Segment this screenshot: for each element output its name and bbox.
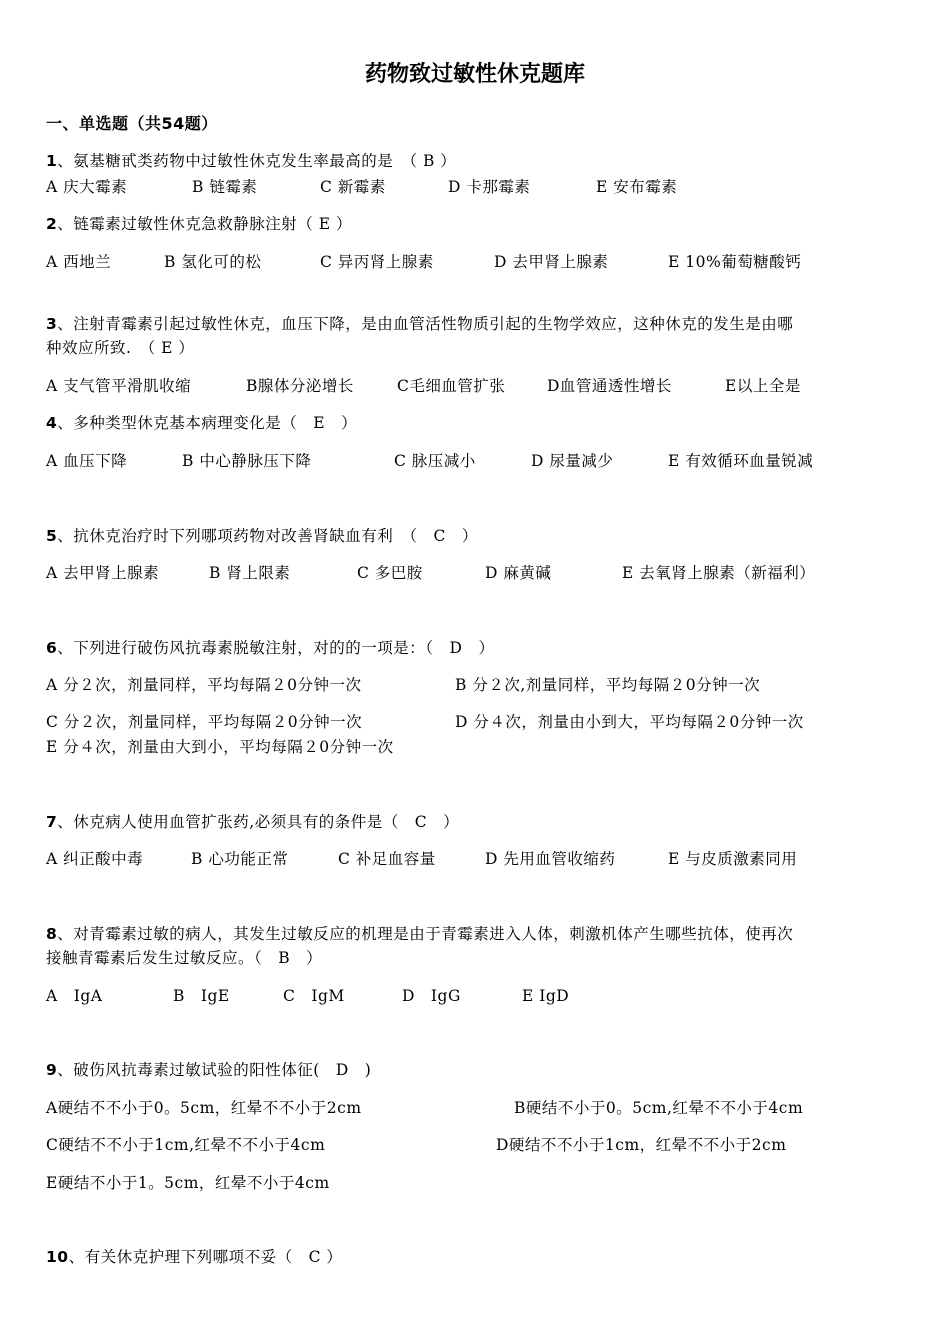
option-c: C硬结不不小于1cm,红晕不不小于4cm [46, 1136, 326, 1154]
option-d: D 分４次，剂量由小到大，平均每隔２0分钟一次 [455, 713, 804, 731]
option-e: E IgD [522, 987, 570, 1005]
option-d: D 先用血管收缩药 [485, 850, 616, 868]
option-a: A 纠正酸中毒 [46, 850, 144, 868]
option-e: E 分４次，剂量由大到小，平均每隔２0分钟一次 [46, 738, 394, 756]
option-a: A 庆大霉素 [46, 178, 128, 196]
option-d: D 尿量减少 [531, 452, 614, 470]
option-c: C 脉压减小 [394, 452, 476, 470]
question-number: 4 [46, 414, 58, 432]
option-c: C 异丙肾上腺素 [320, 253, 434, 271]
question-text: 、休克病人使用血管扩张药,必须具有的条件是（ C ） [57, 813, 460, 831]
option-e: E 与皮质激素同用 [668, 850, 798, 868]
option-b: B IgE [173, 987, 230, 1005]
question-number: 7 [46, 813, 58, 831]
question-number: 5 [46, 527, 58, 545]
option-c: C IgM [283, 987, 345, 1005]
question-number: 10 [46, 1248, 69, 1266]
option-d: D 去甲肾上腺素 [494, 253, 609, 271]
option-a: A IgA [46, 987, 103, 1005]
option-d: D 卡那霉素 [448, 178, 531, 196]
question-text: 、下列进行破伤风抗毒素脱敏注射，对的的一项是：（ D ） [57, 639, 495, 657]
option-a: A硬结不不小于0。5cm，红晕不不小于2cm [46, 1099, 362, 1117]
option-e: E 安布霉素 [596, 178, 678, 196]
question-4 [46, 413, 357, 433]
option-a: A 支气管平滑肌收缩 [46, 377, 192, 395]
question-text: 、破伤风抗毒素过敏试验的阳性体征( D ) [57, 1061, 372, 1079]
question-6 [46, 638, 494, 658]
question-text: 、有关休克护理下列哪项不妥（ C ） [68, 1248, 343, 1266]
option-d: D硬结不不小于1cm，红晕不不小于2cm [496, 1136, 787, 1154]
option-b: B 心功能正常 [191, 850, 289, 868]
question-text: 、氨基糖甙类药物中过敏性休克发生率最高的是 （ B ） [57, 152, 457, 170]
option-c: C 新霉素 [320, 178, 386, 196]
question-3 [46, 314, 793, 334]
option-d: D 麻黄碱 [485, 564, 552, 582]
question-5 [46, 526, 478, 546]
question-number: 1 [46, 152, 58, 170]
option-b: B 肾上限素 [209, 564, 291, 582]
question-number: 2 [46, 215, 58, 233]
question-3-continued: 种效应所致. （ E ） [46, 339, 195, 357]
option-c: C 补足血容量 [338, 850, 436, 868]
question-text: 、对青霉素过敏的病人，其发生过敏反应的机理是由于青霉素进入人体，刺激机体产生哪些抗体，使再次 [57, 925, 794, 943]
question-text: 、抗休克治疗时下列哪项药物对改善肾缺血有利 （ C ） [57, 527, 478, 545]
question-number: 6 [46, 639, 58, 657]
option-e: E 去氧肾上腺素（新福利） [622, 564, 816, 582]
option-b: B 链霉素 [192, 178, 258, 196]
question-8-continued: 接触青霉素后发生过敏反应。（ B ） [46, 949, 323, 967]
option-d: D血管通透性增长 [547, 377, 672, 395]
section-heading: 一、单选题（共54题） [46, 114, 218, 133]
option-a: A 西地兰 [46, 253, 112, 271]
question-number: 9 [46, 1061, 58, 1079]
option-e: E硬结不小于1。5cm，红晕不小于4cm [46, 1174, 330, 1192]
option-e: E以上全是 [725, 377, 801, 395]
question-7 [46, 812, 459, 832]
option-c: C 分２次，剂量同样，平均每隔２0分钟一次 [46, 713, 363, 731]
option-b: B硬结不小于0。5cm,红晕不不小于4cm [514, 1099, 804, 1117]
option-b: B 氢化可的松 [164, 253, 262, 271]
option-e: E 有效循环血量锐减 [668, 452, 814, 470]
question-10 [46, 1247, 342, 1267]
question-8 [46, 924, 793, 944]
question-1 [46, 151, 456, 171]
option-d: D IgG [402, 987, 461, 1005]
question-9 [46, 1060, 371, 1080]
question-2 [46, 214, 352, 234]
option-e: E 10%葡萄糖酸钙 [668, 253, 802, 271]
option-a: A 血压下降 [46, 452, 128, 470]
option-c: C 多巴胺 [357, 564, 423, 582]
option-b: B 中心静脉压下降 [182, 452, 312, 470]
question-text: 、注射青霉素引起过敏性休克，血压下降，是由血管活性物质引起的生物学效应，这种休克的发生是由哪 [57, 315, 794, 333]
option-a: A 去甲肾上腺素 [46, 564, 160, 582]
option-b: B 分２次,剂量同样，平均每隔２0分钟一次 [455, 676, 761, 694]
question-number: 3 [46, 315, 58, 333]
option-a: A 分２次，剂量同样，平均每隔２0分钟一次 [46, 676, 362, 694]
option-c: C毛细血管扩张 [397, 377, 506, 395]
option-b: B腺体分泌增长 [246, 377, 354, 395]
document-title: 药物致过敏性休克题库 [364, 62, 585, 87]
question-number: 8 [46, 925, 58, 943]
question-text: 、多种类型休克基本病理变化是（ E ） [57, 414, 358, 432]
question-text: 、链霉素过敏性休克急救静脉注射（ E ） [57, 215, 352, 233]
